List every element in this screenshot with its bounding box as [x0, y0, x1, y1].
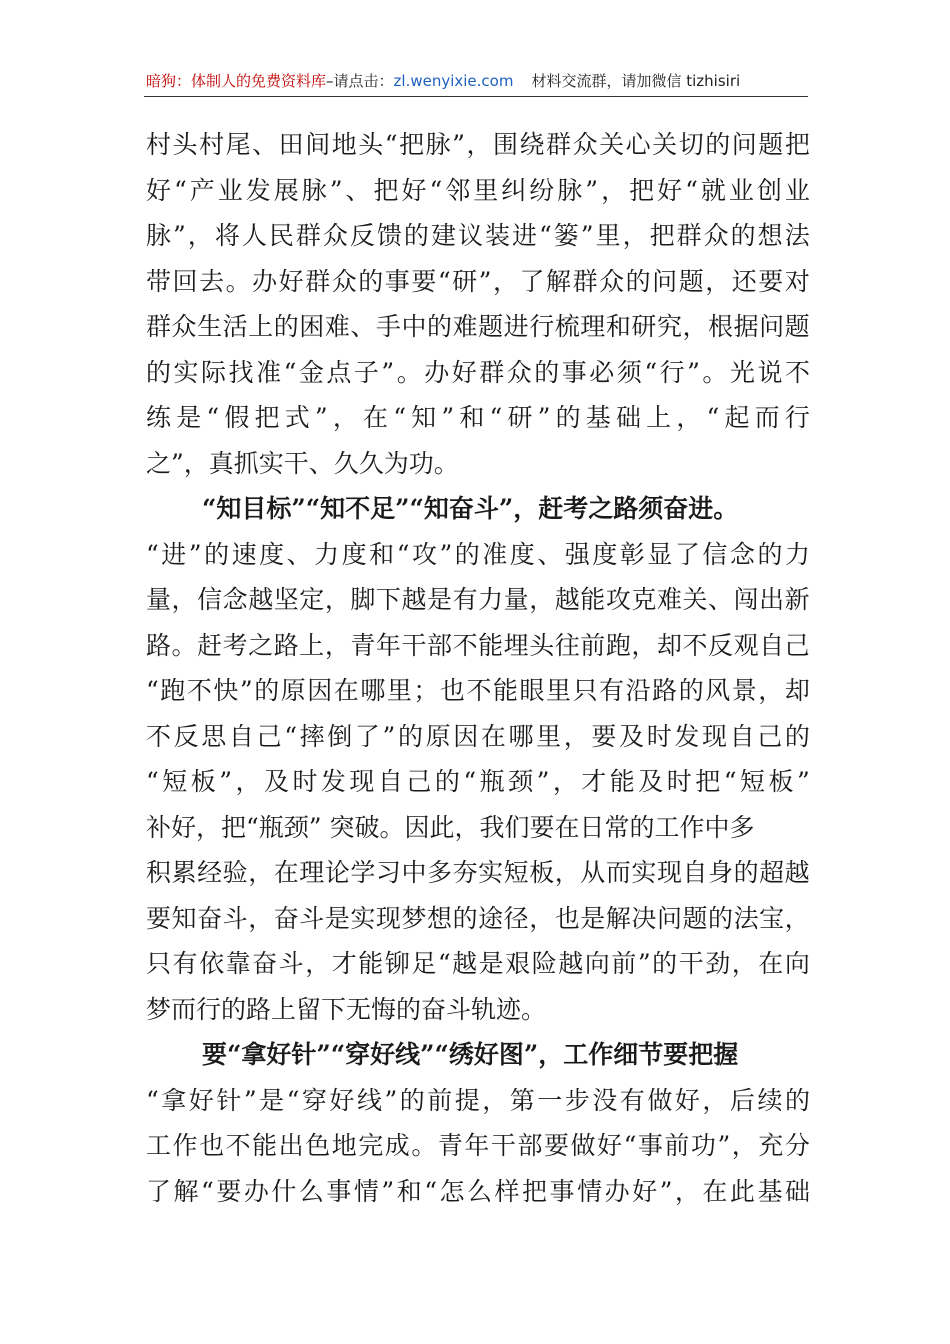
- paragraph-line: 量 ， 信 念 越 坚 定 ， 脚 下 越 是 有 力 量 ， 越 能 攻 克 难 关 、 闯 出 新: [146, 585, 810, 614]
- paragraph-line: 不 反 思 自 己 “ 摔 倒 了 ” 的 原 因 在 哪 里 ， 要 及 时 发 现 自 己 的: [146, 721, 810, 751]
- paragraph-line: 积 累 经 验 ， 在 理 论 学 习 中 多 夯 实 短 板 ， 从 而 实 现 自 身 的 超 越: [146, 858, 810, 887]
- paragraph-line: “ 跑 不 快 ” 的 原 因 在 哪 里 ； 也 不 能 眼 里 只 有 沿 路 的 风 景 ， 却: [146, 676, 810, 705]
- paragraph-line: 要 知 奋 斗 ， 奋 斗 是 实 现 梦 想 的 途 径 ， 也 是 解 决 问 题 的 法 宝 ，: [146, 903, 810, 933]
- section-heading: “知目标”“知不足”“知奋斗”，赶考之路须奋进。: [202, 494, 739, 523]
- header-url-link[interactable]: zl.wenyixie.com: [393, 72, 514, 90]
- paragraph-line: “ 短 板 ” ， 及 时 发 现 自 己 的 “ 瓶 颈 ” ， 才 能 及 时 把 “ 短 板 ”: [146, 767, 810, 796]
- paragraph-line: 梦而行的路上留下无悔的奋斗轨迹。: [146, 994, 547, 1024]
- paragraph-line: 带 回 去 。 办 好 群 众 的 事 要 “ 研 ” ， 了 解 群 众 的 问 题 ， 还 要 对: [146, 266, 810, 296]
- paragraph-line: 练 是 “ 假 把 式 ” ， 在 “ 知 ” 和 “ 研 ” 的 基 础 上 ， “ 起 而 行: [146, 403, 810, 432]
- page-header: [146, 68, 806, 94]
- paragraph-line: 了 解 “ 要 办 什 么 事 情 ” 和 “ 怎 么 样 把 事 情 办 好 ” ， 在 此 基 础: [146, 1176, 810, 1206]
- header-wechat-note: 材料交流群，请加微信 tizhisiri: [531, 72, 741, 90]
- paragraph-line: 的 实 际 找 准 “ 金 点 子 ” 。 办 好 群 众 的 事 必 须 “ 行 ” 。 光 说 不: [146, 357, 810, 387]
- section-heading: 要“拿好针”“穿好线”“绣好图”，工作细节要把握: [202, 1040, 739, 1069]
- paragraph-line: 之”，真抓实干、久久为功。: [146, 448, 459, 478]
- header-brand: 暗狗：体制人的免费资料库: [146, 72, 327, 90]
- paragraph-line: “ 进 ” 的 速 度 、 力 度 和 “ 攻 ” 的 准 度 、 强 度 彰 显 了 信 念 的 力: [146, 539, 810, 569]
- paragraph-line: 村 头 村 尾 、 田 间 地 头 “ 把 脉 ” ， 围 绕 群 众 关 心 关 切 的 问 题 把: [146, 130, 810, 159]
- paragraph-line: 路 。 赶 考 之 路 上 ， 青 年 干 部 不 能 埋 头 往 前 跑 ， 却 不 反 观 自 己: [146, 630, 810, 660]
- paragraph-line: 群 众 生 活 上 的 困 难 、 手 中 的 难 题 进 行 梳 理 和 研 究 ， 根 据 问 题: [146, 312, 810, 341]
- header-divider: [144, 96, 808, 97]
- paragraph-line: 补好，把“瓶颈” 突破。因此，我们要在日常的工作中多: [146, 812, 755, 842]
- header-prompt: –请点击：: [326, 72, 394, 90]
- paragraph-line: 只 有 依 靠 奋 斗 ， 才 能 铆 足 “ 越 是 艰 险 越 向 前 ” 的 干 劲 ， 在 向: [146, 949, 810, 978]
- paragraph-line: 脉 ” ， 将 人 民 群 众 反 馈 的 建 议 装 进 “ 篓 ” 里 ， 把 群 众 的 想 法: [146, 221, 810, 250]
- paragraph-line: 工 作 也 不 能 出 色 地 完 成 。 青 年 干 部 要 做 好 “ 事 前 功 ” ， 充 分: [146, 1131, 810, 1160]
- paragraph-line: 好 “ 产 业 发 展 脉 ” 、 把 好 “ 邻 里 纠 纷 脉 ” ， 把 好 “ 就 业 创 业: [146, 175, 810, 205]
- document-body: [146, 122, 810, 1214]
- paragraph-line: “ 拿 好 针 ” 是 “ 穿 好 线 ” 的 前 提 ， 第 一 步 没 有 做 好 ， 后 续 的: [146, 1085, 810, 1115]
